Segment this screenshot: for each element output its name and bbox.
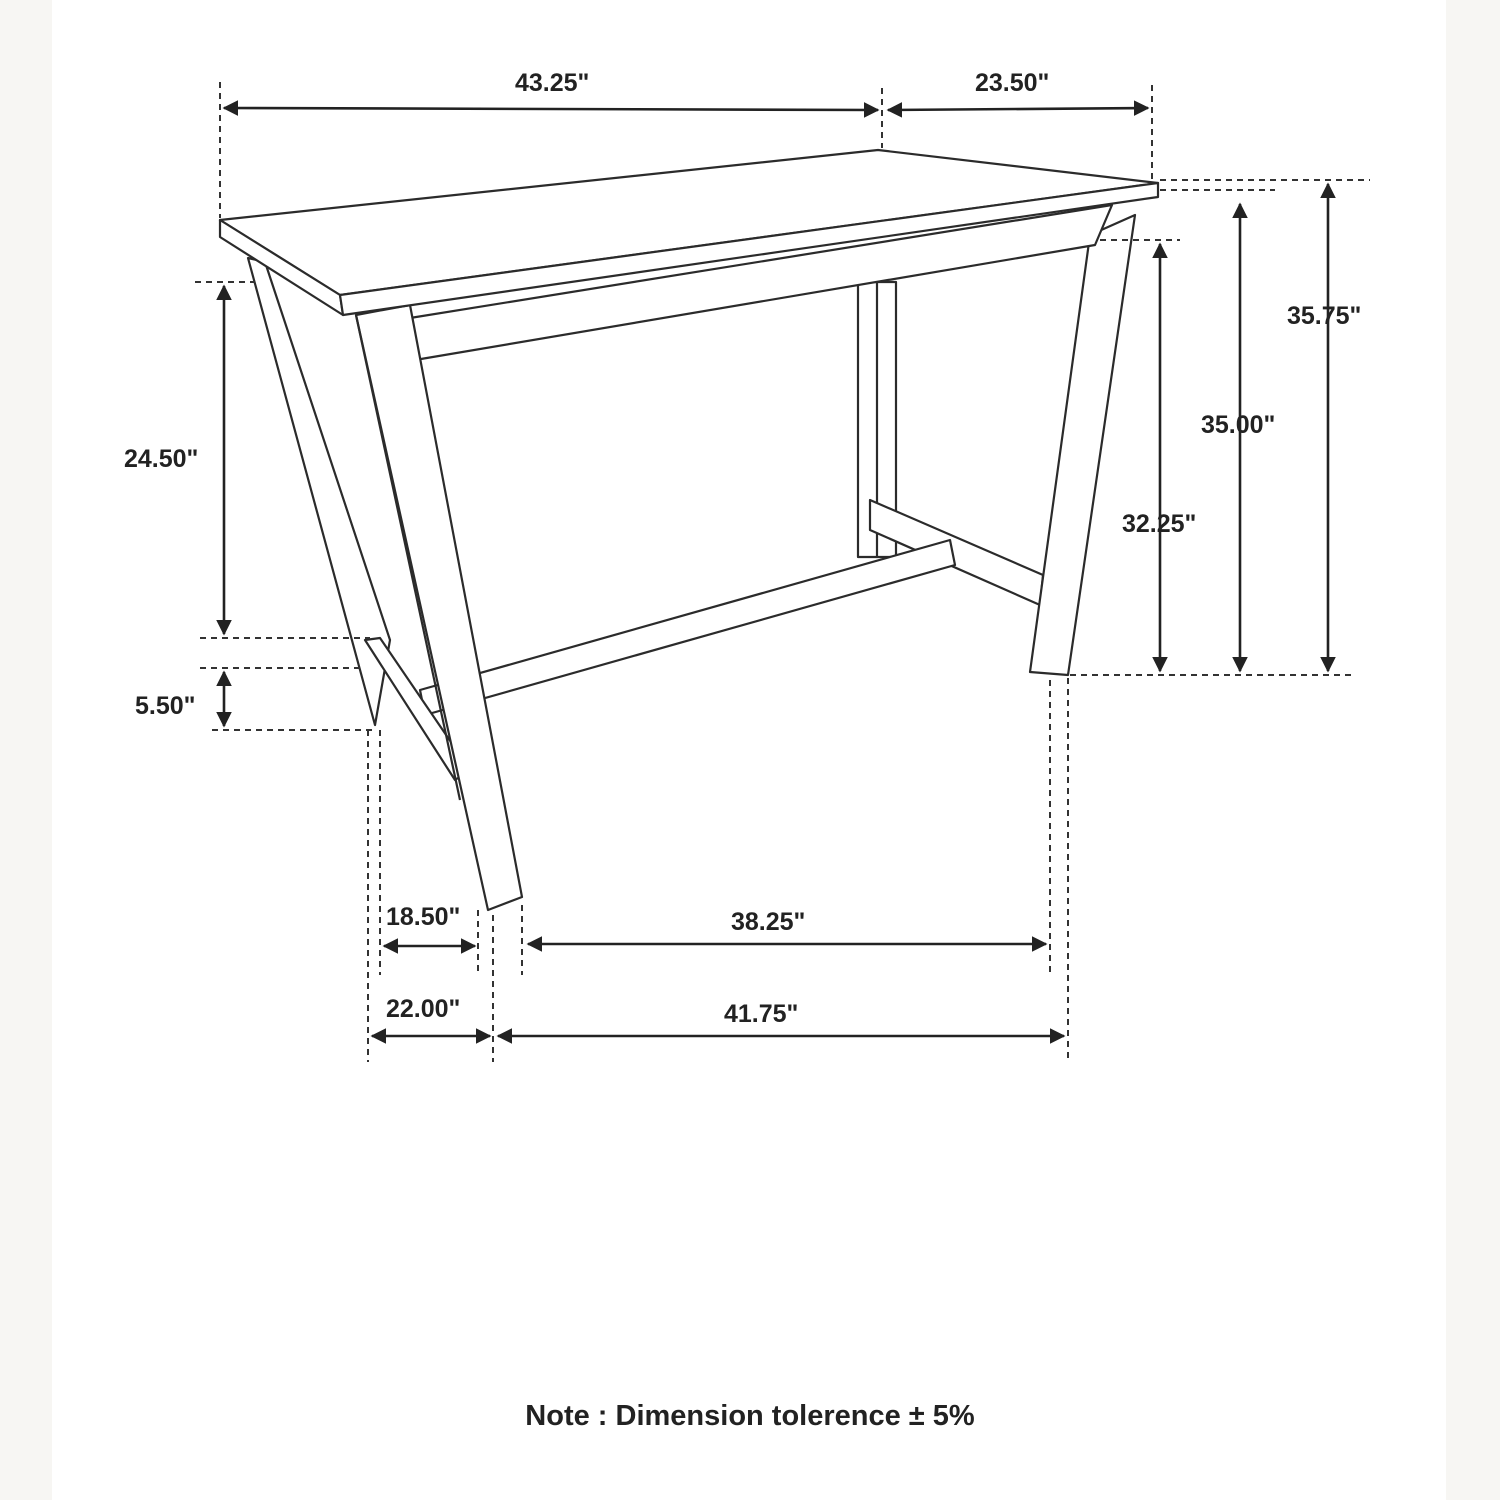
arrow-top-width [888, 108, 1148, 110]
tolerance-note: Note : Dimension tolerence ± 5% [525, 1400, 975, 1432]
dim-label-leg-span-upper: 24.50" [124, 445, 199, 473]
front-right-leg [1030, 215, 1135, 675]
center-stretcher [420, 540, 955, 715]
dim-label-top-width: 23.50" [975, 69, 1050, 97]
dim-label-height-to-apron: 35.00" [1201, 411, 1276, 439]
dim-label-foot-inner-depth: 18.50" [386, 903, 461, 931]
dim-label-stretcher-height: 5.50" [135, 692, 196, 720]
dim-label-total-height: 35.75" [1287, 302, 1362, 330]
dim-label-inner-length: 38.25" [731, 908, 806, 936]
dim-label-outer-length: 41.75" [724, 1000, 799, 1028]
dim-label-foot-outer-depth: 22.00" [386, 995, 461, 1023]
arrow-top-length [224, 108, 878, 110]
dim-label-top-length: 43.25" [515, 69, 590, 97]
table-illustration [220, 150, 1158, 910]
dim-label-leg-height: 32.25" [1122, 510, 1197, 538]
